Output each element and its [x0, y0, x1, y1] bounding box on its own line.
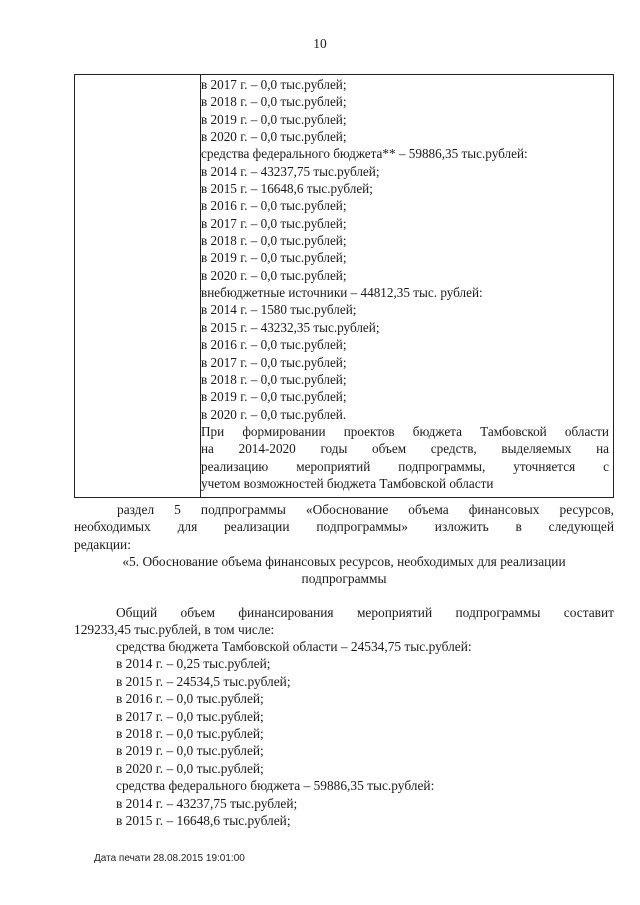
table-note-line: учетом возможностей бюджета Тамбовской области: [201, 475, 494, 491]
table-line: в 2020 г. – 0,0 тыс.рублей;: [201, 267, 347, 283]
page-number: 10: [313, 36, 327, 51]
list-item: в 2015 г. – 24534,5 тыс.рублей;: [116, 673, 291, 689]
table-line: в 2018 г. – 0,0 тыс.рублей;: [201, 233, 347, 249]
funding-list: [74, 638, 614, 829]
table-note-line: на 2014-2020 годы объем средств, выделяемых на: [201, 441, 609, 457]
table-cell-content: [201, 76, 609, 492]
list-item: средства федерального бюджета – 59886,35 тыс.рублей:: [116, 778, 435, 794]
table-line: в 2017 г. – 0,0 тыс.рублей;: [201, 354, 347, 370]
section-heading: [74, 553, 614, 588]
table-line: в 2019 г. – 0,0 тыс.рублей;: [201, 250, 347, 266]
list-item: средства бюджета Тамбовской области – 24534,75 тыс.рублей:: [116, 639, 472, 654]
table-line: в 2015 г. – 43232,35 тыс.рублей;: [201, 319, 380, 335]
table-line: в 2019 г. – 0,0 тыс.рублей;: [201, 389, 347, 405]
table-line: в 2020 г. – 0,0 тыс.рублей.: [201, 406, 347, 422]
list-item: в 2020 г. – 0,0 тыс.рублей;: [116, 760, 264, 776]
table-line: в 2020 г. – 0,0 тыс.рублей;: [201, 129, 347, 145]
paragraph-line: 129233,45 тыс.рублей, в том числе:: [74, 622, 275, 638]
table-line: в 2017 г. – 0,0 тыс.рублей;: [201, 77, 347, 92]
table-line: средства федерального бюджета** – 59886,35 тыс.рублей:: [201, 146, 528, 162]
list-item: в 2014 г. – 43237,75 тыс.рублей;: [116, 795, 298, 811]
table-line: в 2014 г. – 1580 тыс.рублей;: [201, 302, 357, 318]
table-line: в 2017 г. – 0,0 тыс.рублей;: [201, 215, 347, 231]
list-item: в 2014 г. – 0,25 тыс.рублей;: [116, 656, 271, 672]
list-item: в 2015 г. – 16648,6 тыс.рублей;: [116, 812, 291, 828]
print-date-footer: Дата печати 28.08.2015 19:01:00: [94, 853, 245, 864]
list-item: в 2019 г. – 0,0 тыс.рублей;: [116, 743, 264, 759]
intro-line: редакции:: [74, 536, 131, 552]
table-note-line: При формировании проектов бюджета Тамбовской области: [201, 423, 609, 439]
table-line: в 2018 г. – 0,0 тыс.рублей;: [201, 371, 347, 387]
heading-line: подпрограммы: [301, 571, 387, 587]
table-line: в 2016 г. – 0,0 тыс.рублей;: [201, 337, 347, 353]
list-item: в 2016 г. – 0,0 тыс.рублей;: [116, 691, 264, 707]
amendment-intro: [74, 501, 614, 553]
table-line: в 2014 г. – 43237,75 тыс.рублей;: [201, 163, 380, 179]
funding-paragraph: [74, 604, 614, 639]
table-line: в 2016 г. – 0,0 тыс.рублей;: [201, 198, 347, 214]
intro-line: необходимых для реализации подпрограммы» изложить в следующей: [74, 519, 614, 535]
table-line: в 2019 г. – 0,0 тыс.рублей;: [201, 111, 347, 127]
table-line: в 2018 г. – 0,0 тыс.рублей;: [201, 94, 347, 110]
table-line: в 2015 г. – 16648,6 тыс.рублей;: [201, 181, 373, 197]
paragraph-line: Общий объем финансирования мероприятий подпрограммы составит: [116, 605, 614, 620]
list-item: в 2018 г. – 0,0 тыс.рублей;: [116, 725, 264, 741]
heading-line: «5. Обоснование объема финансовых ресурсов, необходимых для реализации: [122, 554, 566, 569]
table-line: внебюджетные источники – 44812,35 тыс. рублей:: [201, 285, 483, 301]
list-item: в 2017 г. – 0,0 тыс.рублей;: [116, 708, 264, 724]
intro-line: раздел 5 подпрограммы «Обоснование объема финансовых ресурсов,: [117, 502, 614, 517]
table-note-line: реализацию мероприятий подпрограммы, уточняется с: [201, 458, 609, 474]
